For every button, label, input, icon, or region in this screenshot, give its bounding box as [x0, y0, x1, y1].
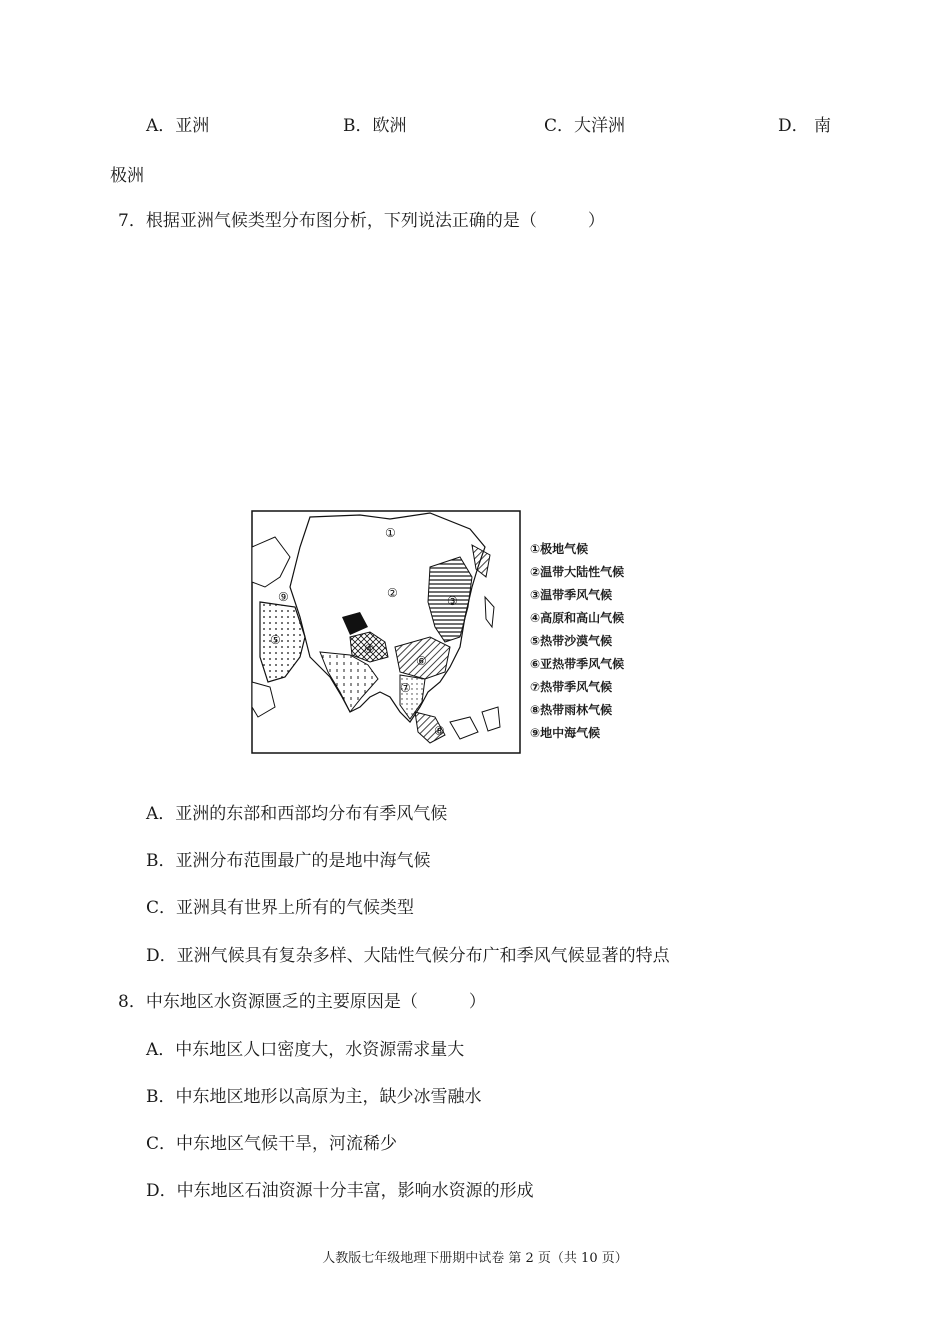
- question-7-stem: 7．根据亚洲气候类型分布图分析，下列说法正确的是（ ）: [118, 211, 605, 231]
- q6-option-d: D． 南: [778, 116, 832, 136]
- map-marker-6: ⑥: [416, 654, 427, 668]
- legend-item-5: ⑤热带沙漠气候: [530, 634, 613, 648]
- q7-option-b: B．亚洲分布范围最广的是地中海气候: [146, 851, 431, 871]
- legend-item-2: ②温带大陆性气候: [530, 565, 625, 579]
- legend-item-6: ⑥亚热带季风气候: [530, 657, 625, 671]
- q8-option-b: B．中东地区地形以高原为主，缺少冰雪融水: [146, 1087, 482, 1107]
- legend-item-7: ⑦热带季风气候: [530, 680, 613, 694]
- question-8-stem: 8．中东地区水资源匮乏的主要原因是（ ）: [118, 992, 486, 1012]
- legend-item-9: ⑨地中海气候: [530, 726, 601, 740]
- page-footer: 人教版七年级地理下册期中试卷 第 2 页（共 10 页）: [322, 1251, 628, 1266]
- q8-option-d: D．中东地区石油资源十分丰富，影响水资源的形成: [146, 1181, 534, 1201]
- map-marker-7: ⑦: [400, 681, 411, 695]
- legend-item-4: ④高原和高山气候: [530, 611, 625, 625]
- map-marker-1: ①: [385, 526, 396, 540]
- q8-option-c: C．中东地区气候干旱，河流稀少: [146, 1134, 398, 1154]
- q6-option-a: A．亚洲: [146, 116, 210, 136]
- q7-option-c: C．亚洲具有世界上所有的气候类型: [146, 898, 415, 918]
- q7-option-d: D．亚洲气候具有复杂多样、大陆性气候分布广和季风气候显著的特点: [146, 946, 670, 966]
- legend-item-1: ①极地气候: [530, 542, 589, 556]
- asia-climate-map: [250, 507, 650, 757]
- map-marker-2: ②: [387, 586, 398, 600]
- q6-option-c: C．大洋洲: [544, 116, 626, 136]
- map-marker-5: ⑤: [270, 633, 281, 647]
- map-marker-8: ⑧: [434, 724, 445, 738]
- legend-item-3: ③温带季风气候: [530, 588, 613, 602]
- q7-option-a: A．亚洲的东部和西部均分布有季风气候: [146, 804, 448, 824]
- map-marker-4: ④: [364, 642, 375, 656]
- map-marker-9: ⑨: [278, 590, 289, 604]
- q6-option-b: B．欧洲: [343, 116, 407, 136]
- q6-option-d-continued: 极洲: [110, 166, 144, 186]
- legend-item-8: ⑧热带雨林气候: [530, 703, 613, 717]
- q8-option-a: A．中东地区人口密度大，水资源需求量大: [146, 1040, 465, 1060]
- map-marker-3: ③: [447, 594, 458, 608]
